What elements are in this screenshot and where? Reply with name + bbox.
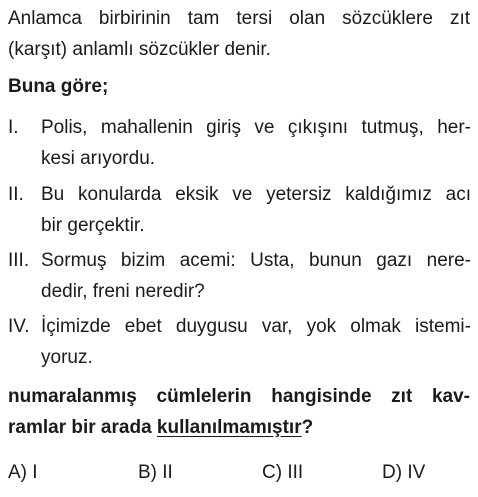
lead-text: Buna göre; (8, 76, 109, 97)
underlined-keyword: kullanılmamıştır (156, 417, 302, 438)
question-text: ramlar bir arada (8, 417, 157, 438)
option-value: I (32, 462, 38, 483)
statement-line-1: Polis, mahallenin giriş ve çıkışını tutmuş, her- (41, 117, 471, 138)
option-value: II (162, 462, 173, 483)
statement-line-1: Bu konularda eksik ve yetersiz kaldığımız acı (41, 184, 471, 205)
statement-number: IV. (8, 316, 30, 337)
option-d[interactable] (382, 458, 425, 488)
question-line-2 (8, 413, 470, 443)
statement-number: III. (8, 250, 30, 271)
option-b[interactable] (138, 458, 173, 488)
option-value: III (287, 462, 304, 483)
statement-line-2: kesi arıyordu. (41, 148, 156, 169)
statement-line-2: dedir, freni neredir? (41, 281, 205, 302)
option-label: B) (138, 462, 157, 483)
option-label: C) (262, 462, 283, 483)
intro-line-2: (karşıt) anlamlı sözcükler denir. (8, 39, 271, 60)
statement-line-2: yoruz. (41, 347, 93, 368)
option-value: IV (407, 462, 426, 483)
question-mark: ? (301, 417, 314, 438)
option-label: D) (382, 462, 403, 483)
statement-number: I. (8, 117, 19, 138)
question-line-1: numaralanmış cümlelerin hangisinde zıt kav- (8, 386, 470, 407)
option-label: A) (8, 462, 27, 483)
statement-number: II. (8, 184, 24, 205)
statement-line-2: bir gerçektir. (41, 215, 145, 236)
statement-line-1: Sormuş bizim acemi: Usta, bunun gazı nere- (41, 250, 471, 271)
option-a[interactable] (8, 458, 38, 488)
intro-line-1: Anlamca birbirinin tam tersi olan sözcüklere zıt (8, 8, 470, 29)
option-c[interactable] (262, 458, 303, 488)
statement-line-1: İçimizde ebet duygusu var, yok olmak istemi- (41, 316, 471, 337)
